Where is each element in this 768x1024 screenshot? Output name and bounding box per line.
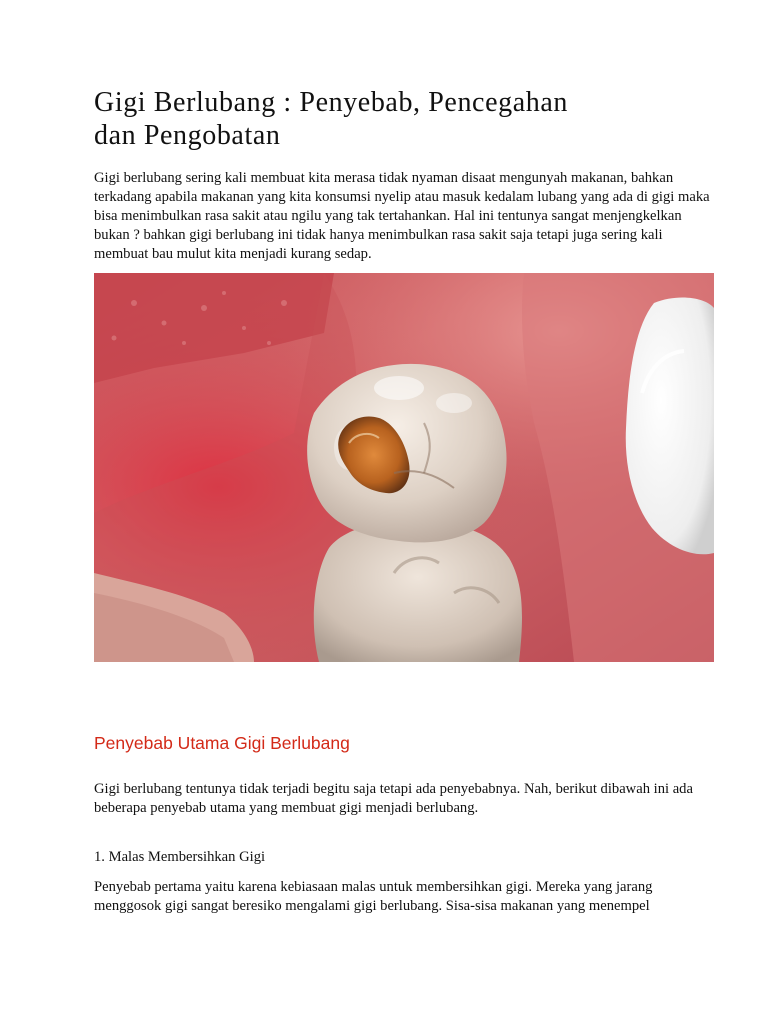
document-page (94, 86, 714, 916)
tooth-cavity-photo (94, 273, 714, 662)
cause-1-paragraph: Penyebab pertama yaitu karena kebiasaan malas untuk membersihkan gigi. Mereka yang jarang menggosok gigi sangat beresiko mengalami gigi berlubang. Sisa-sisa makanan yang menempel (94, 879, 653, 914)
section-heading: Penyebab Utama Gigi Berlubang (94, 733, 350, 753)
article-title-line2: dan Pengobatan (94, 120, 281, 151)
article-title-line1: Gigi Berlubang : Penyebab, Pencegahan (94, 87, 568, 118)
cause-1-title: 1. Malas Membersihkan Gigi (94, 849, 266, 865)
intro-paragraph: Gigi berlubang sering kali membuat kita merasa tidak nyaman disaat mengunyah makanan, bahkan terkadang apabila makanan yang kita konsumsi nyelip atau masuk kedalam lubang yang ada di gigi maka bisa menimbulkan rasa sakit atau ngilu yang tak tertahankan. Hal ini tentunya sangat menjengkelkan bukan ? bahkan gigi berlubang ini tidak hanya menimbulkan rasa sakit saja tetapi juga sering kali membuat bau mulut kita menjadi kurang sedap. (94, 170, 710, 262)
section-intro-paragraph: Gigi berlubang tentunya tidak terjadi begitu saja tetapi ada penyebabnya. Nah, berikut dibawah ini ada beberapa penyebab utama yang membuat gigi menjadi berlubang. (94, 781, 693, 816)
article-title (94, 86, 714, 152)
